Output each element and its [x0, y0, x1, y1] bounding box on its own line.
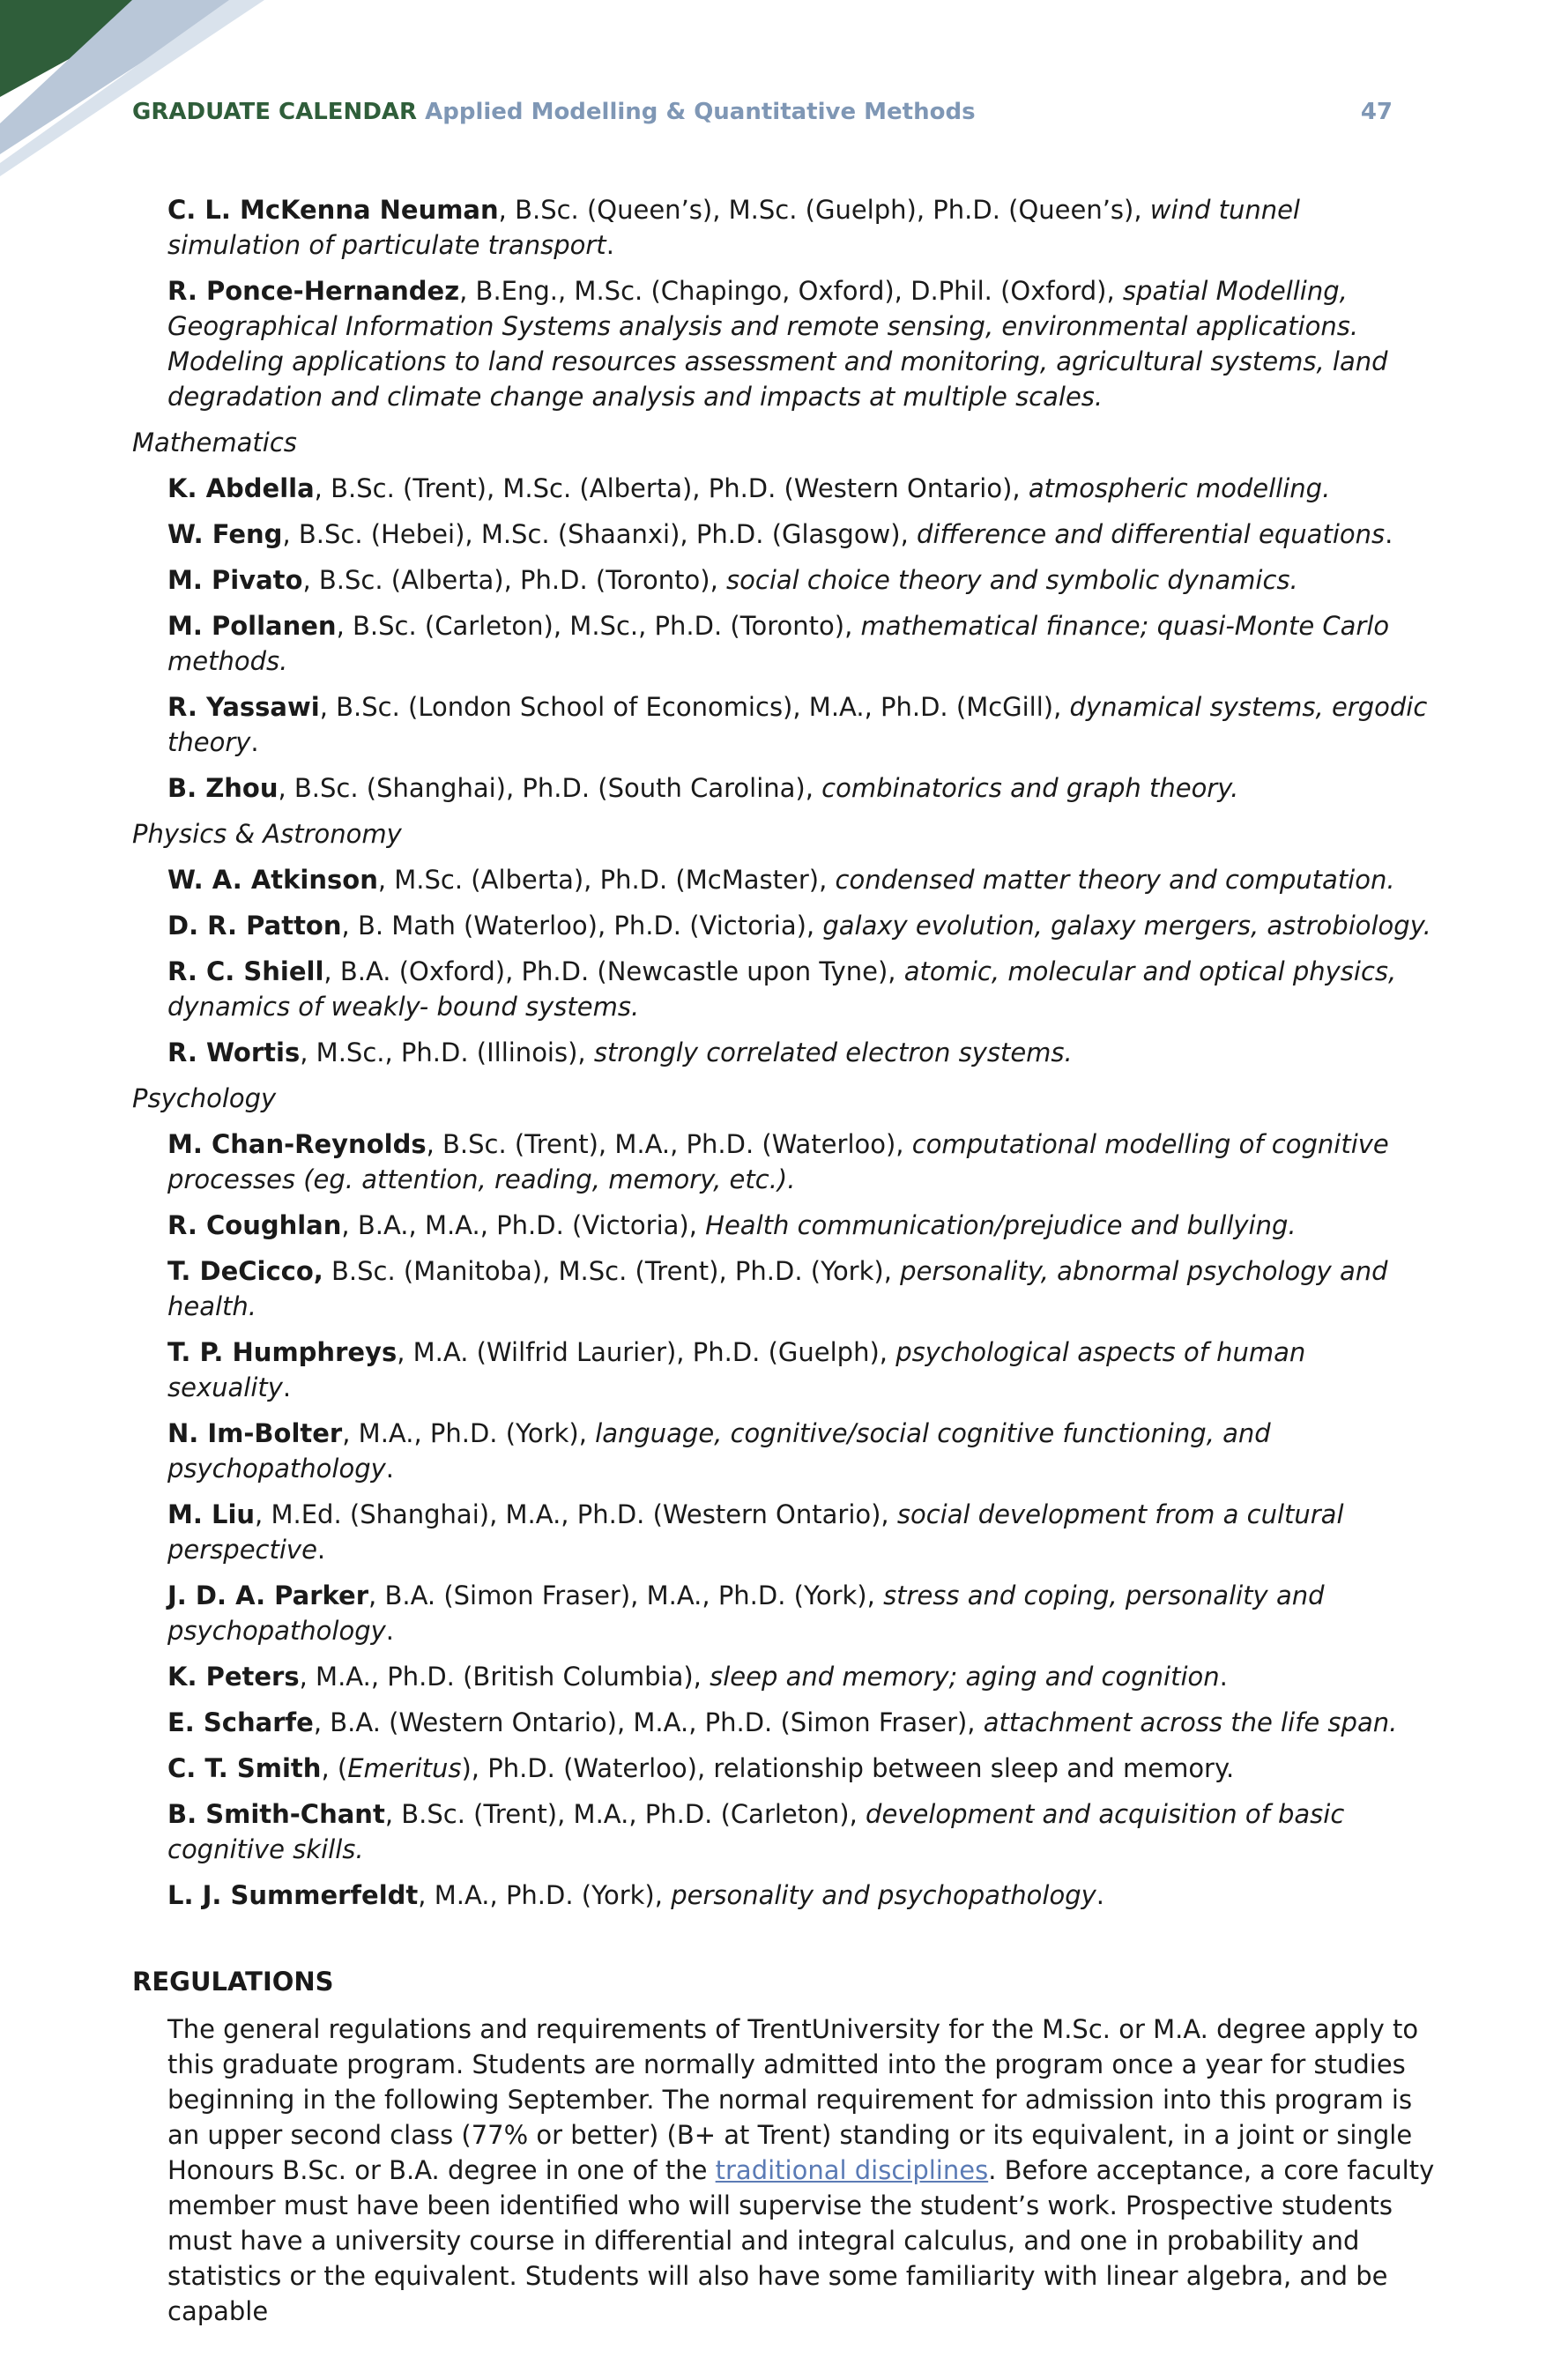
faculty-name: E. Scharfe — [167, 1707, 314, 1737]
research-area: attachment across the life span. — [983, 1707, 1398, 1737]
entry-ending: . — [282, 1372, 292, 1402]
entry-ending: . — [606, 230, 614, 260]
faculty-degrees: B.A. (Western Ontario), M.A., Ph.D. (Simon Fraser), — [330, 1707, 984, 1737]
research-area: spatial Modelling, Geographical Information Systems analysis and remote sensing, environmental applications. Modeling applications to land resources assessment and monitoring, agricultural systems, land degradation and climate change analysis and impacts at multiple scales. — [167, 276, 1388, 412]
faculty-name: R. Ponce-Hernandez — [167, 276, 460, 306]
faculty-entry — [132, 1127, 1437, 1197]
faculty-degrees: M.Sc. (Alberta), Ph.D. (McMaster), — [394, 865, 836, 895]
entry-ending: . — [250, 727, 259, 757]
name-separator: , — [384, 1799, 402, 1829]
research-area: Health communication/prejudice and bullying. — [705, 1210, 1297, 1240]
faculty-name: M. Liu — [167, 1499, 256, 1529]
faculty-entry — [132, 608, 1437, 679]
research-area: Emeritus — [347, 1753, 462, 1783]
research-area: mathematical finance; quasi-Monte Carlo methods. — [167, 611, 1390, 676]
department-heading: Physics & Astronomy — [132, 819, 402, 849]
faculty-entry — [132, 1497, 1437, 1567]
faculty-entry — [132, 1705, 1437, 1740]
regulations-text-part2: . Before acceptance, a core faculty member must have been identified who will supervise the student’s work. Prospective students must have a university course in differential and integral calculus, and one in probability and statistics or the equivalent. Students will also have some familiarity with linear algebra, and be capable — [167, 2155, 1435, 2326]
entry-ending: . — [1096, 1880, 1105, 1910]
research-area: atomic, molecular and optical physics, dynamics of weakly- bound systems. — [167, 956, 1397, 1022]
faculty-name: T. DeCicco, — [167, 1256, 323, 1286]
research-area: social choice theory and symbolic dynamics. — [726, 565, 1298, 595]
name-separator: , — [336, 611, 353, 641]
faculty-degrees: B.Sc. (Queen’s), M.Sc. (Guelph), Ph.D. (Queen’s), — [515, 195, 1150, 225]
faculty-degrees: B.Sc. (Manitoba), M.Sc. (Trent), Ph.D. (York), — [331, 1256, 901, 1286]
name-separator: , — [255, 1499, 271, 1529]
faculty-degrees: B.A. (Oxford), Ph.D. (Newcastle upon Tyne), — [339, 956, 904, 986]
faculty-entry — [132, 192, 1437, 263]
name-separator: , — [278, 773, 294, 803]
traditional-disciplines-link[interactable]: traditional disciplines — [715, 2155, 989, 2185]
faculty-name: K. Peters — [167, 1662, 300, 1692]
faculty-degrees: M.A., Ph.D. (York), — [358, 1418, 596, 1448]
name-separator: , — [341, 1210, 358, 1240]
name-separator: , — [313, 1707, 331, 1737]
faculty-degrees: B.A. (Simon Fraser), M.A., Ph.D. (York), — [384, 1580, 884, 1610]
name-separator: , — [342, 1418, 359, 1448]
faculty-name: M. Chan-Reynolds — [167, 1129, 427, 1159]
faculty-name: C. T. Smith — [167, 1753, 322, 1783]
faculty-entry — [132, 471, 1437, 506]
faculty-entry — [132, 562, 1437, 598]
faculty-degrees: B.A., M.A., Ph.D. (Victoria), — [357, 1210, 706, 1240]
faculty-entry — [132, 517, 1437, 552]
faculty-entry — [132, 1578, 1437, 1648]
faculty-degrees: M.Ed. (Shanghai), M.A., Ph.D. (Western Ontario), — [271, 1499, 897, 1529]
name-separator: , — [323, 956, 340, 986]
faculty-name: M. Pollanen — [167, 611, 337, 641]
research-area: sleep and memory; aging and cognition — [710, 1662, 1220, 1692]
research-area: difference and differential equations — [917, 519, 1386, 549]
faculty-name: T. P. Humphreys — [167, 1337, 398, 1367]
faculty-degrees: B. Math (Waterloo), Ph.D. (Victoria), — [357, 911, 823, 941]
name-separator: , — [377, 865, 395, 895]
continued-entries — [132, 192, 1437, 414]
faculty-entry — [132, 1253, 1437, 1324]
faculty-name: B. Zhou — [167, 773, 279, 803]
faculty-name: J. D. A. Parker — [167, 1580, 369, 1610]
name-separator: , — [299, 1662, 316, 1692]
faculty-degrees: M.A., Ph.D. (York), — [434, 1880, 672, 1910]
faculty-degrees: B.Sc. (Hebei), M.Sc. (Shaanxi), Ph.D. (Glasgow), — [298, 519, 918, 549]
regulations-heading: REGULATIONS — [132, 1967, 334, 1997]
name-separator: , — [459, 276, 476, 306]
faculty-entry — [132, 1878, 1437, 1913]
entry-ending: . — [1219, 1662, 1228, 1692]
department-heading: Mathematics — [132, 428, 297, 457]
faculty-entry — [132, 1796, 1437, 1867]
faculty-name: N. Im-Bolter — [167, 1418, 343, 1448]
faculty-entry — [132, 1208, 1437, 1243]
faculty-entry — [132, 1659, 1437, 1694]
entry-ending: . — [385, 1454, 395, 1484]
faculty-entry — [132, 1751, 1437, 1786]
faculty-degrees: B.Sc. (Alberta), Ph.D. (Toronto), — [318, 565, 727, 595]
name-separator: , — [341, 911, 358, 941]
department-heading: Psychology — [132, 1083, 277, 1113]
name-separator: , — [397, 1337, 413, 1367]
name-separator: , — [300, 1038, 316, 1067]
faculty-degrees: B.Sc. (Carleton), M.Sc., Ph.D. (Toronto), — [353, 611, 861, 641]
faculty-entry — [132, 908, 1437, 943]
faculty-entry — [132, 1416, 1437, 1486]
program-label: Applied Modelling & Quantitative Methods — [425, 99, 976, 125]
faculty-name: M. Pivato — [167, 565, 303, 595]
name-separator — [323, 1256, 331, 1286]
research-area: condensed matter theory and computation. — [835, 865, 1395, 895]
faculty-name: K. Abdella — [167, 473, 315, 503]
faculty-entry — [132, 954, 1437, 1024]
faculty-name: R. C. Shiell — [167, 956, 324, 986]
faculty-entry — [132, 1335, 1437, 1405]
research-area: dynamical systems, ergodic theory — [167, 692, 1428, 757]
faculty-degrees: M.A. (Wilfrid Laurier), Ph.D. (Guelph), — [412, 1337, 896, 1367]
research-area: computational modelling of cognitive processes (eg. attention, reading, memory, etc.). — [167, 1129, 1389, 1194]
running-title — [132, 99, 976, 125]
faculty-entry — [132, 770, 1437, 806]
faculty-name: C. L. McKenna Neuman — [167, 195, 499, 225]
name-separator: , — [319, 692, 337, 722]
entry-ending: ), Ph.D. (Waterloo), relationship between sleep and memory. — [461, 1753, 1235, 1783]
research-area: combinatorics and graph theory. — [821, 773, 1239, 803]
faculty-degrees: B.Eng., M.Sc. (Chapingo, Oxford), D.Phil. (Oxford), — [475, 276, 1123, 306]
entry-ending: . — [316, 1535, 326, 1565]
name-separator: , — [418, 1880, 435, 1910]
research-area: personality, abnormal psychology and health. — [167, 1256, 1388, 1321]
research-area: strongly correlated electron systems. — [593, 1038, 1073, 1067]
faculty-degrees: M.Sc., Ph.D. (Illinois), — [316, 1038, 594, 1067]
research-area: galaxy evolution, galaxy mergers, astrobiology. — [822, 911, 1431, 941]
research-area: personality and psychopathology — [671, 1880, 1096, 1910]
faculty-degrees: B.Sc. (Shanghai), Ph.D. (South Carolina), — [294, 773, 822, 803]
faculty-entry — [132, 273, 1437, 414]
research-area: stress and coping, personality and psychopathology — [167, 1580, 1325, 1646]
name-separator: , ( — [321, 1753, 348, 1783]
name-separator: , — [302, 565, 319, 595]
research-area: wind tunnel simulation of particulate transport — [167, 195, 1300, 260]
departments — [132, 425, 1437, 1913]
faculty-name: W. Feng — [167, 519, 283, 549]
faculty-degrees: B.Sc. (Trent), M.A., Ph.D. (Carleton), — [401, 1799, 866, 1829]
entry-ending: . — [1385, 519, 1393, 549]
faculty-name: D. R. Patton — [167, 911, 342, 941]
entry-ending: . — [385, 1616, 395, 1646]
faculty-degrees: B.Sc. (London School of Economics), M.A., Ph.D. (McGill), — [336, 692, 1070, 722]
faculty-entry — [132, 689, 1437, 760]
page-header — [132, 99, 1393, 125]
calendar-label: GRADUATE CALENDAR — [132, 99, 418, 125]
corner-decoration — [0, 0, 291, 176]
name-separator: , — [314, 473, 331, 503]
faculty-name: W. A. Atkinson — [167, 865, 378, 895]
regulations-text-part1: The general regulations and requirements of TrentUniversity for the M.Sc. or M.A. degree apply to this graduate program. Students are normally admitted into the program once a year for studies beginning in the following September. The normal requirement for admission into this program is an upper second class (77% or better) (B+ at Trent) standing or its equivalent, in a joint or single Honours B.Sc. or B.A. degree in one of the — [167, 2014, 1419, 2185]
faculty-listing — [132, 192, 1437, 2329]
faculty-name: R. Yassawi — [167, 692, 320, 722]
faculty-name: R. Wortis — [167, 1038, 301, 1067]
research-area: psychological aspects of human sexuality — [167, 1337, 1306, 1402]
faculty-degrees: B.Sc. (Trent), M.Sc. (Alberta), Ph.D. (Western Ontario), — [331, 473, 1029, 503]
faculty-entry — [132, 1035, 1437, 1070]
research-area: social development from a cultural perspective — [167, 1499, 1344, 1565]
research-area: development and acquisition of basic cognitive skills. — [167, 1799, 1345, 1864]
faculty-entry — [132, 862, 1437, 897]
regulations-text — [132, 2012, 1437, 2329]
name-separator: , — [368, 1580, 385, 1610]
name-separator: , — [426, 1129, 443, 1159]
faculty-name: B. Smith-Chant — [167, 1799, 385, 1829]
research-area: atmospheric modelling. — [1028, 473, 1331, 503]
page-number: 47 — [1360, 99, 1393, 125]
name-separator: , — [282, 519, 299, 549]
faculty-name: R. Coughlan — [167, 1210, 342, 1240]
faculty-name: L. J. Summerfeldt — [167, 1880, 419, 1910]
faculty-degrees: M.A., Ph.D. (British Columbia), — [316, 1662, 710, 1692]
faculty-degrees: B.Sc. (Trent), M.A., Ph.D. (Waterloo), — [442, 1129, 912, 1159]
research-area: language, cognitive/social cognitive functioning, and psychopathology — [167, 1418, 1271, 1484]
name-separator: , — [498, 195, 516, 225]
